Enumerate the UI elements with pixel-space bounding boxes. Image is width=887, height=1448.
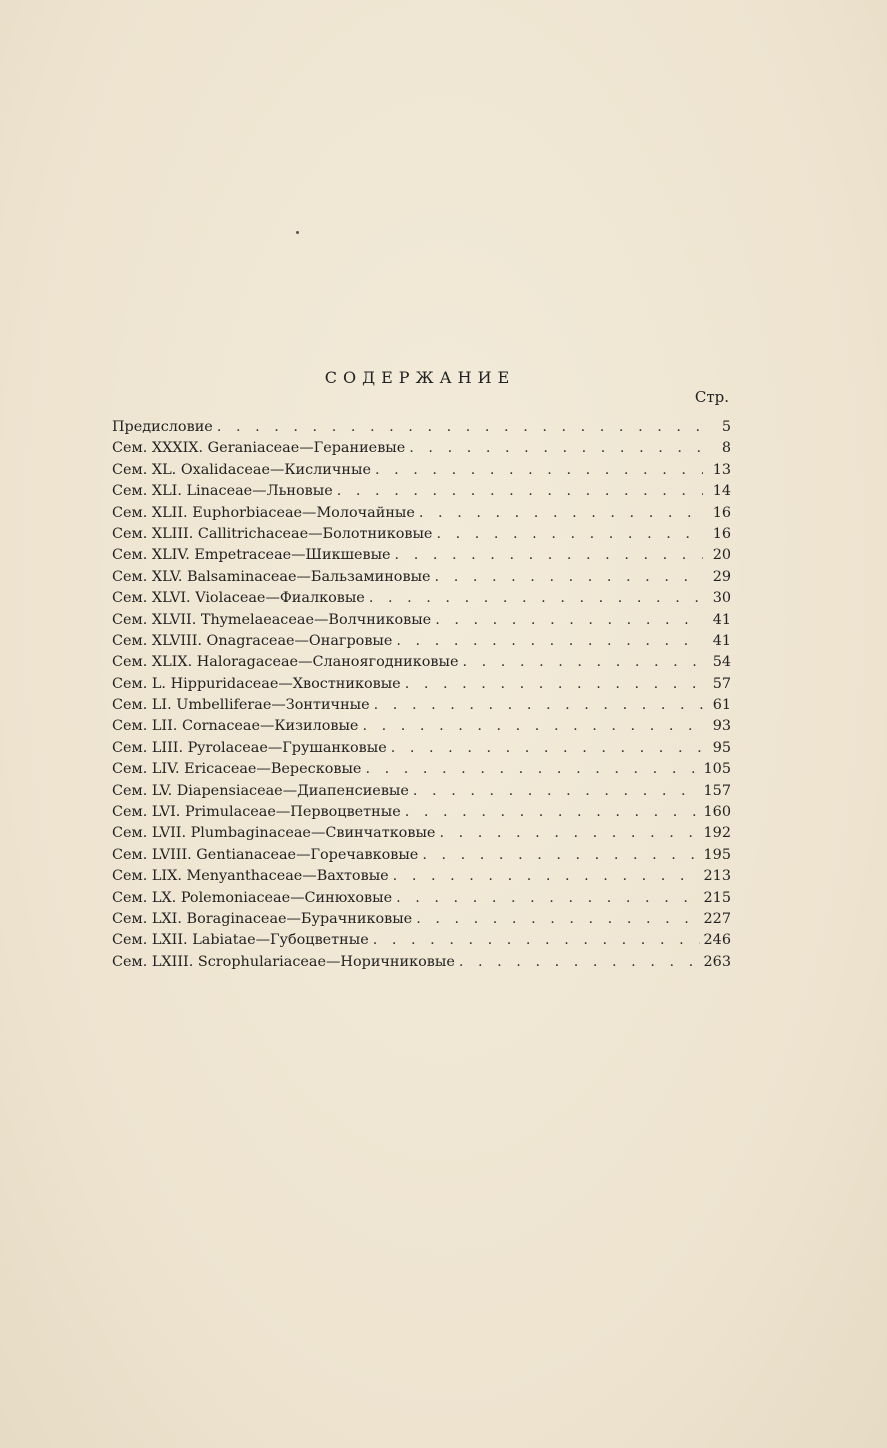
toc-entry-label: Сем. LIX. Menyanthaceae—Вахтовые (112, 868, 389, 885)
toc-entry-page: 227 (703, 910, 731, 927)
toc-entry-page: 93 (712, 718, 731, 735)
toc-entry (112, 761, 731, 782)
dot-leader (396, 890, 699, 906)
dot-leader (416, 911, 699, 927)
toc-entry-page: 215 (703, 889, 731, 906)
toc-entry-page: 14 (712, 483, 731, 500)
toc-entry (112, 847, 731, 868)
dot-leader (369, 590, 703, 606)
toc-entry-label: Сем. LIII. Pyrolaceae—Грушанковые (112, 739, 387, 756)
toc-entry-page: 95 (712, 739, 731, 756)
toc-entry (112, 612, 731, 633)
toc-entry-page: 246 (703, 932, 731, 949)
dot-leader (422, 847, 699, 863)
dot-leader (374, 697, 703, 713)
toc-entry (112, 804, 731, 825)
toc-entry (112, 890, 731, 911)
toc-entry-page: 195 (703, 846, 731, 863)
toc-entry (112, 440, 731, 461)
dot-leader (391, 740, 703, 756)
toc-entry (112, 911, 731, 932)
dot-leader (439, 825, 699, 841)
page-column-label: Стр. (694, 388, 729, 406)
toc-entry-page: 16 (712, 525, 731, 542)
toc-entry-page: 263 (703, 953, 731, 970)
toc-entry-page: 30 (712, 590, 731, 607)
toc-entry-page: 29 (712, 568, 731, 585)
toc-entry-page: 5 (721, 419, 731, 435)
toc-entry-label: Сем. XXXIX. Geraniaceae—Гераниевые (112, 440, 406, 457)
table-of-contents (112, 419, 731, 975)
dot-leader (362, 718, 703, 734)
dot-leader (405, 804, 700, 820)
toc-entry-label: Сем. LXII. Labiatae—Губоцветные (112, 932, 369, 949)
toc-entry-label: Сем. LI. Umbelliferae—Зонтичные (112, 697, 370, 714)
toc-entry (112, 569, 731, 590)
toc-entry-page: 8 (721, 440, 731, 457)
toc-entry-page: 16 (712, 504, 731, 521)
toc-entry (112, 868, 731, 889)
toc-entry (112, 740, 731, 761)
toc-entry (112, 676, 731, 697)
toc-entry-page: 54 (712, 654, 731, 671)
dot-leader (459, 954, 700, 970)
dot-leader (393, 868, 700, 884)
toc-entry (112, 932, 731, 953)
toc-entry-page: 192 (703, 825, 731, 842)
toc-entry (112, 547, 731, 568)
toc-entry-page: 105 (703, 761, 731, 778)
toc-entry (112, 590, 731, 611)
toc-entry-label: Сем. XLVIII. Onagraceae—Онагровые (112, 632, 393, 649)
toc-entry-label: Сем. LV. Diapensiaceae—Диапенсиевые (112, 782, 409, 799)
print-speck (296, 231, 299, 234)
toc-entry-label: Сем. LXI. Boraginaceae—Бурачниковые (112, 910, 413, 927)
toc-entry-page: 160 (703, 804, 731, 821)
toc-entry-label: Сем. XLI. Linaceae—Льновые (112, 483, 333, 500)
dot-leader (375, 462, 703, 478)
toc-entry-label: Сем. XLIV. Empetraceae—Шикшевые (112, 547, 391, 564)
toc-entry-label: Сем. LVI. Primulaceae—Первоцветные (112, 804, 401, 821)
toc-entry (112, 954, 731, 975)
toc-entry-label: Сем. LXIII. Scrophulariaceae—Норичниковые (112, 953, 455, 970)
dot-leader (365, 761, 699, 777)
dot-leader (405, 676, 703, 692)
toc-entry (112, 505, 731, 526)
dot-leader (435, 612, 703, 628)
toc-entry (112, 825, 731, 846)
toc-entry-label: Сем. XLV. Balsaminaceae—Бальзаминовые (112, 568, 431, 585)
dot-leader (337, 483, 703, 499)
toc-entry-label: Сем. LII. Cornaceae—Кизиловые (112, 718, 359, 735)
toc-entry (112, 718, 731, 739)
toc-entry-label: Сем. XLVII. Thymelaeaceae—Волчниковые (112, 611, 432, 628)
dot-leader (373, 932, 700, 948)
toc-entry-page: 157 (703, 782, 731, 799)
toc-entry-label: Сем. XL. Oxalidaceae—Кисличные (112, 461, 371, 478)
toc-entry (112, 419, 731, 440)
toc-entry-label: Сем. LIV. Ericaceae—Вересковые (112, 761, 362, 778)
dot-leader (396, 633, 703, 649)
toc-entry-label: Сем. XLII. Euphorbiaceae—Молочайные (112, 504, 415, 521)
toc-entry-page: 41 (712, 611, 731, 628)
dot-leader (435, 569, 703, 585)
toc-entry (112, 654, 731, 675)
toc-entry (112, 462, 731, 483)
toc-entry (112, 783, 731, 804)
dot-leader (395, 547, 703, 563)
toc-entry (112, 483, 731, 504)
toc-entry-label: Сем. LVII. Plumbaginaceae—Свинчатковые (112, 825, 436, 842)
dot-leader (217, 419, 703, 435)
toc-entry (112, 633, 731, 654)
dot-leader (419, 505, 703, 521)
toc-entry-label: Сем. LVIII. Gentianaceae—Горечавковые (112, 846, 419, 863)
toc-entry-page: 213 (703, 868, 731, 885)
toc-entry-label: Сем. XLVI. Violaceae—Фиалковые (112, 590, 365, 607)
toc-entry (112, 697, 731, 718)
toc-entry-page: 61 (712, 697, 731, 714)
dot-leader (409, 440, 703, 456)
toc-entry-label: Предисловие (112, 419, 213, 435)
toc-entry-label: Сем. XLIII. Callitrichaceae—Болотниковые (112, 525, 433, 542)
toc-entry-label: Сем. XLIX. Haloragaceae—Сланоягодниковые (112, 654, 459, 671)
dot-leader (436, 526, 703, 542)
toc-entry-page: 41 (712, 632, 731, 649)
dot-leader (413, 783, 700, 799)
dot-leader (463, 654, 704, 670)
toc-entry-page: 57 (712, 675, 731, 692)
toc-entry-page: 20 (712, 547, 731, 564)
toc-entry (112, 526, 731, 547)
toc-entry-label: Сем. L. Hippuridaceae—Хвостниковые (112, 675, 401, 692)
toc-title: СОДЕРЖАНИЕ (324, 368, 516, 387)
toc-entry-page: 13 (712, 461, 731, 478)
toc-entry-label: Сем. LX. Polemoniaceae—Синюховые (112, 889, 393, 906)
